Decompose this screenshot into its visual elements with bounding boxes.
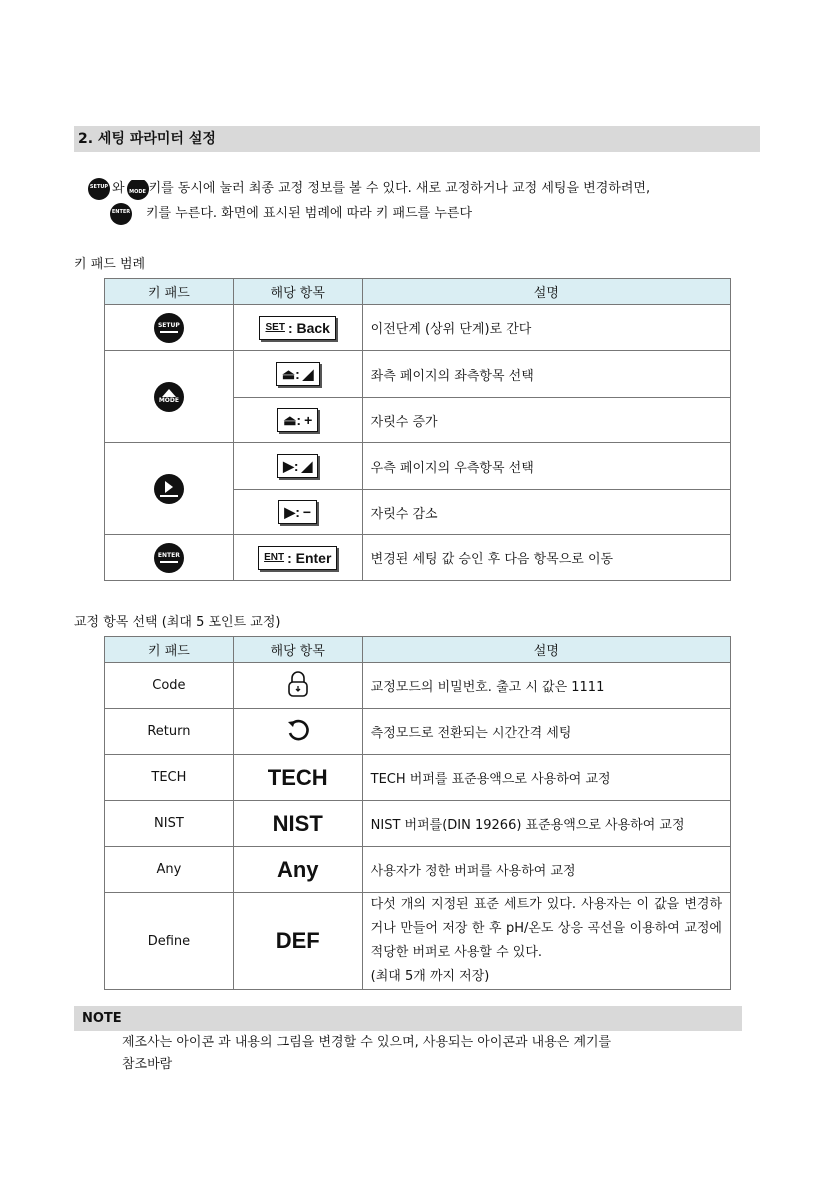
mode-key-icon: MODE (127, 178, 149, 200)
calib-desc: NIST 버퍼를(DIN 19266) 표준용액으로 사용하여 교정 (362, 801, 730, 847)
intro-conj: 와 (112, 181, 125, 196)
calib-key: Return (105, 709, 234, 755)
calib-item: NIST (233, 801, 362, 847)
legend-desc: 자릿수 감소 (362, 490, 730, 535)
calib-key: Define (105, 893, 234, 990)
table-row (105, 801, 731, 847)
legend-desc: 변경된 세팅 값 승인 후 다음 항목으로 이동 (362, 535, 730, 581)
calib-key: TECH (105, 755, 234, 801)
legend-header-key: 키 패드 (105, 279, 234, 305)
calib-desc: 다섯 개의 지정된 표준 세트가 있다. 사용자는 이 값을 변경하거나 만들어 저장 한 후 pH/온도 상응 곡선을 이용하여 교정에 적당한 버퍼로 사용할 수 있다. (370, 897, 722, 960)
mode-key-icon: MODE (154, 382, 184, 412)
table-row (105, 847, 731, 893)
note-line1: 제조사는 아이콘 과 내용의 그림을 변경할 수 있으며, 사용되는 아이콘과 내용은 계기를 (122, 1035, 612, 1050)
table-row (105, 305, 731, 351)
legend-header-item: 해당 항목 (233, 279, 362, 305)
calib-desc: 측정모드로 전환되는 시간간격 세팅 (362, 709, 730, 755)
legend-table (104, 278, 731, 581)
table-row (105, 755, 731, 801)
enter-key-icon: ENTER (110, 203, 132, 225)
note-title: NOTE (74, 1006, 742, 1031)
enter-key-icon: ENTER (154, 543, 184, 573)
legend-caption: 키 패드 범례 (74, 257, 146, 272)
calib-header-item: 해당 항목 (233, 637, 362, 663)
return-icon (285, 717, 311, 743)
calib-item: DEF (233, 893, 362, 990)
right-select-legend-icon: ▶: ◢ (277, 454, 318, 478)
legend-desc: 좌측 페이지의 좌측항목 선택 (362, 351, 730, 398)
decrease-legend-icon: ▶: − (278, 500, 317, 524)
increase-legend-icon: ⏏: + (277, 408, 318, 432)
legend-desc: 이전단계 (상위 단계)로 간다 (362, 305, 730, 351)
table-row (105, 443, 731, 490)
section-title: 2. 세팅 파라미터 설정 (74, 126, 760, 152)
setup-key-icon: SETUP (88, 178, 110, 200)
table-row (105, 893, 731, 990)
calib-table (104, 636, 731, 990)
calib-item: TECH (233, 755, 362, 801)
back-legend-icon: SET : Back (259, 316, 335, 340)
lock-icon (285, 670, 311, 698)
intro-paragraph (88, 176, 760, 226)
intro-line2: 키를 누른다. 화면에 표시된 범례에 따라 키 패드를 누른다 (146, 206, 473, 221)
table-row (105, 351, 731, 398)
legend-header-desc: 설명 (362, 279, 730, 305)
note-text (122, 1032, 722, 1076)
calib-header-desc: 설명 (362, 637, 730, 663)
table-row (105, 663, 731, 709)
calib-desc: 교정모드의 비밀번호. 출고 시 값은 1111 (362, 663, 730, 709)
note-line2: 참조바람 (122, 1057, 173, 1072)
setup-key-icon: SETUP (154, 313, 184, 343)
left-select-legend-icon: ⏏: ◢ (276, 362, 320, 386)
calib-key: Any (105, 847, 234, 893)
calib-desc-extra: (최대 5개 까지 저장) (370, 969, 490, 984)
calib-desc: TECH 버퍼를 표준용액으로 사용하여 교정 (362, 755, 730, 801)
calib-desc: 사용자가 정한 버퍼를 사용하여 교정 (362, 847, 730, 893)
table-row (105, 535, 731, 581)
calib-key: NIST (105, 801, 234, 847)
legend-desc: 우측 페이지의 우측항목 선택 (362, 443, 730, 490)
legend-desc: 자릿수 증가 (362, 398, 730, 443)
intro-line1: 키를 동시에 눌러 최종 교정 정보를 볼 수 있다. 새로 교정하거나 교정 세팅을 변경하려면, (148, 181, 651, 196)
right-key-icon (154, 474, 184, 504)
table-row (105, 709, 731, 755)
calib-key: Code (105, 663, 234, 709)
enter-legend-icon: ENT : Enter (258, 546, 337, 570)
calib-item: Any (233, 847, 362, 893)
calib-caption: 교정 항목 선택 (최대 5 포인트 교정) (74, 615, 281, 630)
calib-header-key: 키 패드 (105, 637, 234, 663)
